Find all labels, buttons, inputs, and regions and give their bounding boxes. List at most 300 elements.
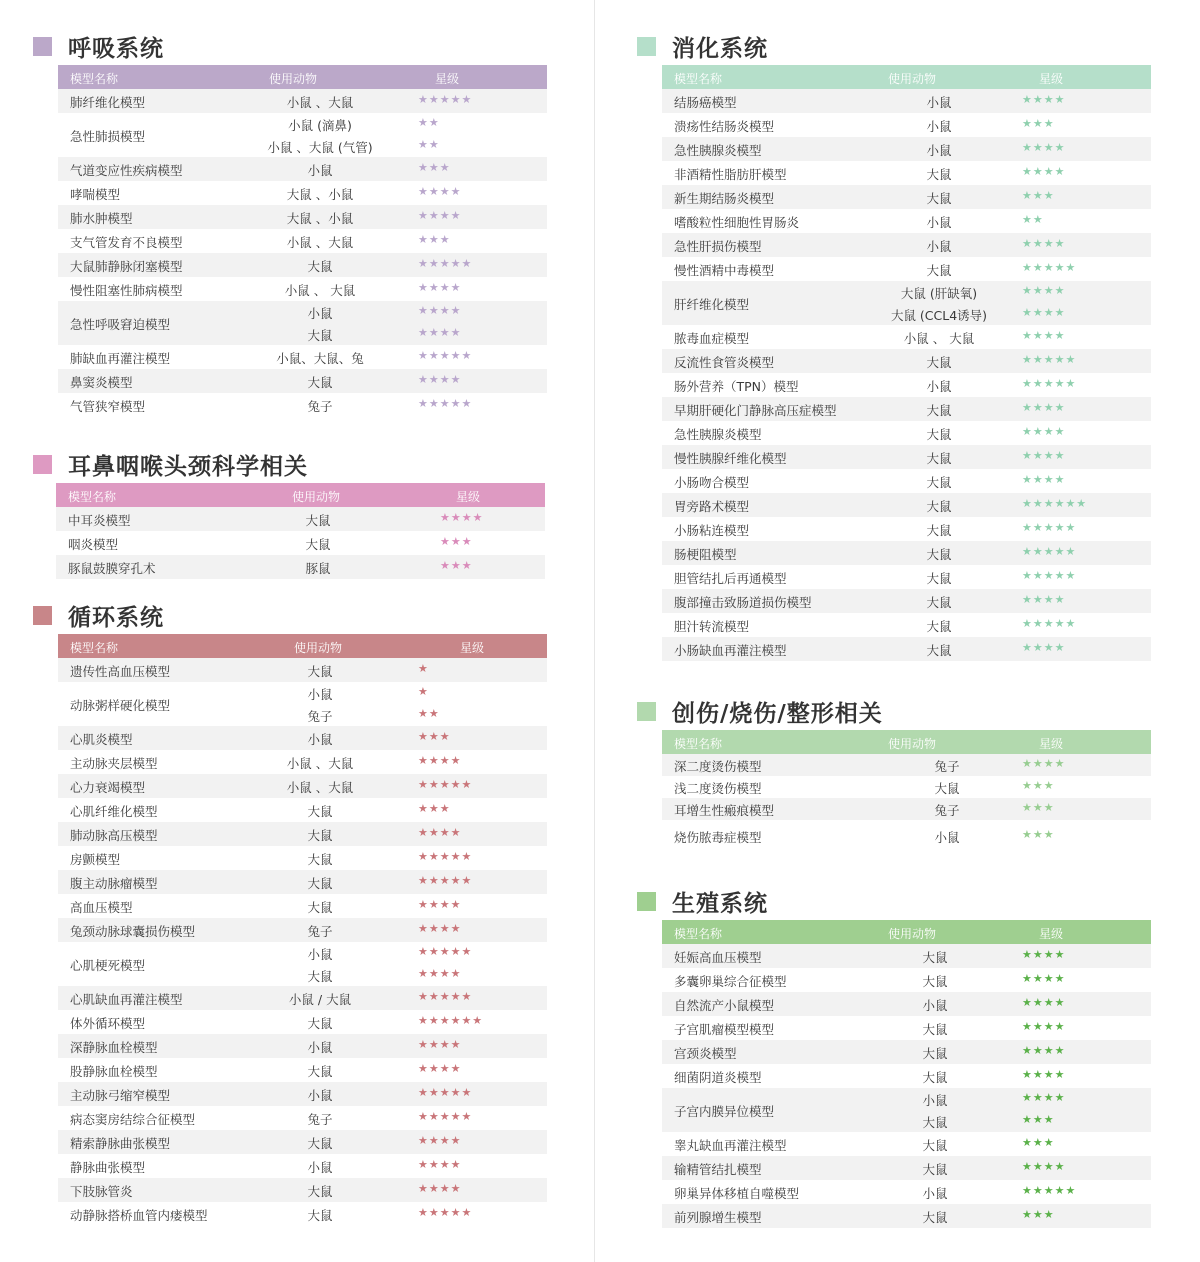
star-rating: ★★★★ [1022, 306, 1066, 319]
model-name: 慢性胰腺纤维化模型 [674, 451, 787, 466]
star-rating: ★ [418, 662, 429, 675]
table-header [56, 483, 545, 507]
model-name: 深静脉血栓模型 [70, 1040, 158, 1055]
star-rating: ★★★★★ [418, 93, 473, 106]
star-rating: ★★★ [418, 161, 451, 174]
table-row [662, 469, 1151, 493]
header-animal: 使用动物 [269, 72, 318, 86]
section-title: 创伤/烧伤/整形相关 [672, 700, 883, 727]
animal-value: 兔子 [307, 399, 333, 414]
animal-value: 大鼠 [307, 804, 333, 819]
animal-value: 大鼠 [307, 1208, 333, 1223]
section-color-square [33, 37, 52, 56]
animal-value: 小鼠 [926, 215, 952, 230]
star-rating: ★★★★ [1022, 972, 1066, 985]
model-name: 主动脉弓缩窄模型 [70, 1088, 171, 1103]
animal-value: 兔子 [307, 709, 333, 724]
animal-value: 大鼠 [926, 499, 952, 514]
star-rating: ★★★★★ [1022, 617, 1077, 630]
model-name: 嗜酸粒性细胞性胃肠炎 [674, 215, 800, 230]
star-rating: ★★★ [1022, 1113, 1055, 1126]
header-model-name: 模型名称 [674, 72, 723, 86]
star-rating: ★★★★ [418, 1158, 462, 1171]
animal-value: 大鼠 [934, 781, 960, 796]
table-row [58, 986, 547, 1010]
animal-value: 小鼠、大鼠、兔 [276, 351, 364, 366]
section-title: 耳鼻咽喉头颈科学相关 [68, 453, 308, 480]
model-name: 肝纤维化模型 [674, 297, 750, 312]
star-rating: ★★★★★ [418, 990, 473, 1003]
animal-value: 大鼠 (CCL4诱导) [890, 308, 988, 323]
star-rating: ★★★★ [1022, 329, 1066, 342]
model-name: 烧伤脓毒症模型 [674, 830, 762, 845]
model-name: 深二度烫伤模型 [674, 759, 762, 774]
table-row [58, 1106, 547, 1130]
star-rating: ★★★ [418, 802, 451, 815]
section-title: 消化系统 [672, 35, 768, 62]
star-rating: ★★★★ [418, 281, 462, 294]
star-rating: ★★★★ [1022, 1160, 1066, 1173]
star-rating: ★★★★★ [418, 778, 473, 791]
star-rating: ★ [418, 685, 429, 698]
section-color-square [33, 455, 52, 474]
star-rating: ★★★★ [1022, 284, 1066, 297]
animal-value: 大鼠 [926, 571, 952, 586]
animal-value: 大鼠 [307, 900, 333, 915]
star-rating: ★★★★★ [1022, 261, 1077, 274]
model-name: 肺纤维化模型 [70, 95, 146, 110]
model-name: 慢性阻塞性肺病模型 [70, 283, 183, 298]
model-name: 睾丸缺血再灌注模型 [674, 1138, 787, 1153]
animal-value: 大鼠 [307, 876, 333, 891]
star-rating: ★★★★ [418, 326, 462, 339]
animal-value: 小鼠 、大鼠 [286, 95, 354, 110]
star-rating: ★★★★ [418, 304, 462, 317]
animal-value: 大鼠 [922, 974, 948, 989]
star-rating: ★★★★★★ [1022, 497, 1088, 510]
animal-value: 大鼠 [307, 664, 333, 679]
table-row [662, 541, 1151, 565]
table-row [662, 185, 1151, 209]
model-name: 急性肝损伤模型 [674, 239, 762, 254]
animal-value: 大鼠 [307, 1064, 333, 1079]
model-name: 反流性食管炎模型 [674, 355, 775, 370]
animal-value: 大鼠 [305, 537, 331, 552]
star-rating: ★★★★ [418, 1134, 462, 1147]
animal-value: 小鼠 、大鼠 [286, 756, 354, 771]
model-name: 急性胰腺炎模型 [674, 143, 762, 158]
table-row [58, 229, 547, 253]
model-name: 浅二度烫伤模型 [674, 781, 762, 796]
animal-value: 大鼠 [922, 1210, 948, 1225]
table-row [662, 349, 1151, 373]
model-name: 动静脉搭桥血管内瘘模型 [70, 1208, 208, 1223]
animal-value: 大鼠 [926, 263, 952, 278]
header-model-name: 模型名称 [68, 490, 117, 504]
model-name: 肺缺血再灌注模型 [70, 351, 171, 366]
star-rating: ★★★★ [440, 511, 484, 524]
animal-value: 小鼠 [934, 830, 960, 845]
model-name: 兔颈动脉球囊损伤模型 [70, 924, 196, 939]
header-stars: 星级 [460, 641, 485, 655]
section-color-square [637, 37, 656, 56]
table-row [662, 1204, 1151, 1228]
model-name: 体外循环模型 [70, 1016, 146, 1031]
table-header [662, 65, 1151, 89]
animal-value: 大鼠 [307, 969, 333, 984]
star-rating: ★★ [418, 707, 440, 720]
star-rating: ★★★ [1022, 1208, 1055, 1221]
table-row [662, 944, 1151, 968]
star-rating: ★★★★ [1022, 141, 1066, 154]
animal-value: 大鼠 [307, 852, 333, 867]
model-name: 大鼠肺静脉闭塞模型 [70, 259, 183, 274]
table-row [58, 1202, 547, 1226]
star-rating: ★★★★★ [1022, 545, 1077, 558]
animal-value: 小鼠 [922, 998, 948, 1013]
animal-value: 大鼠 、小鼠 [286, 187, 354, 202]
table-row [58, 822, 547, 846]
table-row [662, 1064, 1151, 1088]
animal-value: 小鼠 [307, 947, 333, 962]
star-rating: ★★★ [1022, 779, 1055, 792]
star-rating: ★★★★ [1022, 165, 1066, 178]
table-row [662, 1132, 1151, 1156]
table-row [58, 918, 547, 942]
star-rating: ★★★★ [1022, 757, 1066, 770]
model-name: 腹部撞击致肠道损伤模型 [674, 595, 812, 610]
model-name: 股静脉血栓模型 [70, 1064, 158, 1079]
header-animal: 使用动物 [292, 490, 341, 504]
star-rating: ★★★★★ [418, 874, 473, 887]
star-rating: ★★★★★ [418, 1086, 473, 1099]
animal-value: 小鼠 [922, 1186, 948, 1201]
table-row [662, 754, 1151, 776]
section-header [637, 31, 768, 61]
star-rating: ★★★★★ [418, 1110, 473, 1123]
table-row [662, 233, 1151, 257]
star-rating: ★★★★ [1022, 1044, 1066, 1057]
animal-value: 兔子 [934, 803, 960, 818]
table-row [58, 205, 547, 229]
animal-value: 大鼠 [307, 1136, 333, 1151]
animal-value: 大鼠 [307, 375, 333, 390]
animal-value: 大鼠 [926, 355, 952, 370]
star-rating: ★★ [418, 138, 440, 151]
table-row [662, 397, 1151, 421]
header-animal: 使用动物 [888, 927, 937, 941]
animal-value: 兔子 [307, 1112, 333, 1127]
table-row [58, 301, 547, 345]
star-rating: ★★★★ [1022, 473, 1066, 486]
animal-value: 大鼠 [307, 328, 333, 343]
header-stars: 星级 [1039, 72, 1064, 86]
animal-value: 大鼠 [922, 1022, 948, 1037]
table-row [56, 507, 545, 531]
star-rating: ★★★★ [418, 1038, 462, 1051]
animal-value: 大鼠 (肝缺氧) [900, 286, 978, 301]
table-row [58, 1058, 547, 1082]
star-rating: ★★ [418, 116, 440, 129]
model-name: 下肢脉管炎 [70, 1184, 133, 1199]
table-row [662, 325, 1151, 349]
table-header [58, 65, 547, 89]
table-row [58, 870, 547, 894]
star-rating: ★★★ [418, 233, 451, 246]
star-rating: ★★★★ [1022, 593, 1066, 606]
table-row [662, 1088, 1151, 1132]
star-rating: ★★★ [1022, 117, 1055, 130]
model-name: 子宫内膜异位模型 [674, 1104, 775, 1119]
model-name: 心肌缺血再灌注模型 [70, 992, 183, 1007]
section-color-square [637, 892, 656, 911]
section-header [33, 600, 164, 630]
table-row [662, 137, 1151, 161]
animal-value: 小鼠 、大鼠 [286, 235, 354, 250]
model-name: 肺水肿模型 [70, 211, 133, 226]
table-row [58, 1010, 547, 1034]
star-rating: ★★★★★ [1022, 569, 1077, 582]
model-name: 急性胰腺炎模型 [674, 427, 762, 442]
animal-value: 大鼠 [307, 259, 333, 274]
star-rating: ★★★ [418, 730, 451, 743]
animal-value: 小鼠 (滴鼻) [288, 118, 352, 133]
table-row [58, 157, 547, 181]
section-color-square [33, 606, 52, 625]
model-name: 溃疡性结肠炎模型 [674, 119, 775, 134]
model-name: 早期肝硬化门静脉高压症模型 [674, 403, 837, 418]
table-row [58, 726, 547, 750]
animal-value: 小鼠 [926, 379, 952, 394]
model-name: 房颤模型 [70, 852, 121, 867]
model-name: 中耳炎模型 [68, 513, 131, 528]
star-rating: ★★★★★ [418, 850, 473, 863]
table-header [58, 634, 547, 658]
model-name: 小肠吻合模型 [674, 475, 750, 490]
animal-value: 小鼠 / 大鼠 [288, 992, 352, 1007]
animal-value: 大鼠 [922, 1115, 948, 1130]
section-header [33, 31, 164, 61]
animal-value: 大鼠 [922, 1046, 948, 1061]
table-row [58, 798, 547, 822]
table-row [58, 658, 547, 682]
animal-value: 大鼠 [926, 451, 952, 466]
model-name: 急性呼吸窘迫模型 [70, 317, 171, 332]
model-name: 结肠癌模型 [674, 95, 737, 110]
animal-value: 小鼠 [307, 1088, 333, 1103]
star-rating: ★★★★ [1022, 425, 1066, 438]
section-header [33, 449, 308, 479]
animal-value: 小鼠 、大鼠 [286, 780, 354, 795]
animal-value: 大鼠 [926, 595, 952, 610]
header-animal: 使用动物 [294, 641, 343, 655]
animal-value: 兔子 [934, 759, 960, 774]
star-rating: ★★★★ [1022, 1091, 1066, 1104]
animal-value: 小鼠 、 大鼠 [903, 331, 975, 346]
animal-value: 大鼠 [307, 1016, 333, 1031]
star-rating: ★★★★ [1022, 449, 1066, 462]
model-name: 豚鼠鼓膜穿孔术 [68, 561, 156, 576]
model-name: 细菌阴道炎模型 [674, 1070, 762, 1085]
table-row [58, 89, 547, 113]
model-name: 高血压模型 [70, 900, 133, 915]
model-name: 肠外营养（TPN）模型 [674, 379, 799, 394]
table-row [58, 750, 547, 774]
star-rating: ★★★★ [418, 754, 462, 767]
table-row [662, 257, 1151, 281]
table-row [58, 682, 547, 726]
star-rating: ★★★★★★ [418, 1014, 484, 1027]
animal-value: 小鼠 [307, 163, 333, 178]
section-header [637, 886, 768, 916]
header-animal: 使用动物 [888, 737, 937, 751]
star-rating: ★★★★★ [1022, 377, 1077, 390]
animal-value: 大鼠 [926, 619, 952, 634]
star-rating: ★★★★ [418, 898, 462, 911]
table-row [58, 1034, 547, 1058]
table-row [58, 774, 547, 798]
model-name: 自然流产小鼠模型 [674, 998, 775, 1013]
model-name: 前列腺增生模型 [674, 1210, 762, 1225]
animal-value: 小鼠 [307, 687, 333, 702]
table-row [58, 113, 547, 157]
star-rating: ★★★★ [1022, 1020, 1066, 1033]
model-name: 胆管结扎后再通模型 [674, 571, 787, 586]
table-row [662, 589, 1151, 613]
star-rating: ★★★★ [1022, 401, 1066, 414]
animal-value: 大鼠 [922, 1070, 948, 1085]
star-rating: ★★★ [1022, 1136, 1055, 1149]
animal-value: 大鼠 [926, 643, 952, 658]
table-row [58, 1154, 547, 1178]
model-name: 新生期结肠炎模型 [674, 191, 775, 206]
animal-value: 大鼠 [922, 950, 948, 965]
table-row [662, 421, 1151, 445]
star-rating: ★★★★ [418, 826, 462, 839]
table-row [58, 345, 547, 369]
model-name: 心力衰竭模型 [70, 780, 146, 795]
model-name: 主动脉夹层模型 [70, 756, 158, 771]
star-rating: ★★★ [1022, 801, 1055, 814]
animal-value: 大鼠 [926, 475, 952, 490]
table-row [662, 1156, 1151, 1180]
star-rating: ★★★★★ [1022, 521, 1077, 534]
model-name: 耳增生性瘢痕模型 [674, 803, 775, 818]
table-row [662, 161, 1151, 185]
star-rating: ★★★★★ [418, 397, 473, 410]
animal-value: 小鼠 [926, 95, 952, 110]
table-row [58, 1178, 547, 1202]
model-name: 静脉曲张模型 [70, 1160, 146, 1175]
star-rating: ★★★★ [1022, 996, 1066, 1009]
star-rating: ★★★★★ [1022, 1184, 1077, 1197]
header-stars: 星级 [1039, 737, 1064, 751]
animal-value: 大鼠 [926, 167, 952, 182]
star-rating: ★★★★ [1022, 641, 1066, 654]
table-row [662, 281, 1151, 325]
model-name: 子宫肌瘤模型模型 [674, 1022, 775, 1037]
table-row [662, 613, 1151, 637]
header-stars: 星级 [456, 490, 481, 504]
model-name: 气管狭窄模型 [70, 399, 146, 414]
table-row [58, 894, 547, 918]
animal-value: 小鼠 [307, 732, 333, 747]
animal-value: 大鼠 [307, 828, 333, 843]
animal-value: 小鼠 [926, 143, 952, 158]
star-rating: ★★★★★ [1022, 353, 1077, 366]
model-name: 妊娠高血压模型 [674, 950, 762, 965]
section-header [637, 696, 883, 726]
animal-value: 大鼠 [926, 427, 952, 442]
animal-value: 小鼠 [926, 239, 952, 254]
model-name: 鼻窦炎模型 [70, 375, 133, 390]
table-row [58, 1082, 547, 1106]
table-row [662, 776, 1151, 798]
animal-value: 大鼠 [305, 513, 331, 528]
table-header [662, 730, 1151, 754]
animal-value: 小鼠 、大鼠 (气管) [267, 140, 373, 155]
model-name: 胃旁路术模型 [674, 499, 750, 514]
model-name: 输精管结扎模型 [674, 1162, 762, 1177]
header-model-name: 模型名称 [674, 737, 723, 751]
section-title: 循环系统 [68, 604, 164, 631]
table-row [56, 531, 545, 555]
model-name: 心肌炎模型 [70, 732, 133, 747]
model-name: 病态窦房结综合征模型 [70, 1112, 196, 1127]
header-stars: 星级 [435, 72, 460, 86]
animal-value: 小鼠 [307, 1040, 333, 1055]
star-rating: ★★★★ [418, 185, 462, 198]
model-name: 脓毒血症模型 [674, 331, 750, 346]
table-row [662, 820, 1151, 852]
section-title: 呼吸系统 [68, 35, 164, 62]
table-row [56, 555, 545, 579]
star-rating: ★★★★ [1022, 1068, 1066, 1081]
table-row [662, 89, 1151, 113]
model-name: 非酒精性脂肪肝模型 [674, 167, 787, 182]
model-name: 宫颈炎模型 [674, 1046, 737, 1061]
animal-value: 大鼠 [307, 1184, 333, 1199]
animal-value: 小鼠 、 大鼠 [284, 283, 356, 298]
section-title: 生殖系统 [672, 890, 768, 917]
animal-value: 大鼠 [922, 1162, 948, 1177]
animal-value: 大鼠 [926, 547, 952, 562]
table-row [58, 277, 547, 301]
animal-value: 大鼠 [926, 403, 952, 418]
animal-value: 大鼠 [926, 191, 952, 206]
column-divider [594, 0, 595, 1262]
table-row [662, 209, 1151, 233]
model-name: 腹主动脉瘤模型 [70, 876, 158, 891]
table-row [662, 517, 1151, 541]
animal-value: 豚鼠 [305, 561, 331, 576]
star-rating: ★★★★ [418, 373, 462, 386]
animal-value: 大鼠 、小鼠 [286, 211, 354, 226]
header-model-name: 模型名称 [674, 927, 723, 941]
table-row [662, 445, 1151, 469]
model-name: 胆汁转流模型 [674, 619, 750, 634]
animal-value: 小鼠 [922, 1093, 948, 1108]
table-row [662, 373, 1151, 397]
animal-value: 兔子 [307, 924, 333, 939]
table-row [58, 369, 547, 393]
star-rating: ★★★★ [418, 1182, 462, 1195]
table-row [662, 968, 1151, 992]
model-name: 肺动脉高压模型 [70, 828, 158, 843]
model-name: 动脉粥样硬化模型 [70, 698, 171, 713]
star-rating: ★★★★ [418, 209, 462, 222]
header-stars: 星级 [1039, 927, 1064, 941]
